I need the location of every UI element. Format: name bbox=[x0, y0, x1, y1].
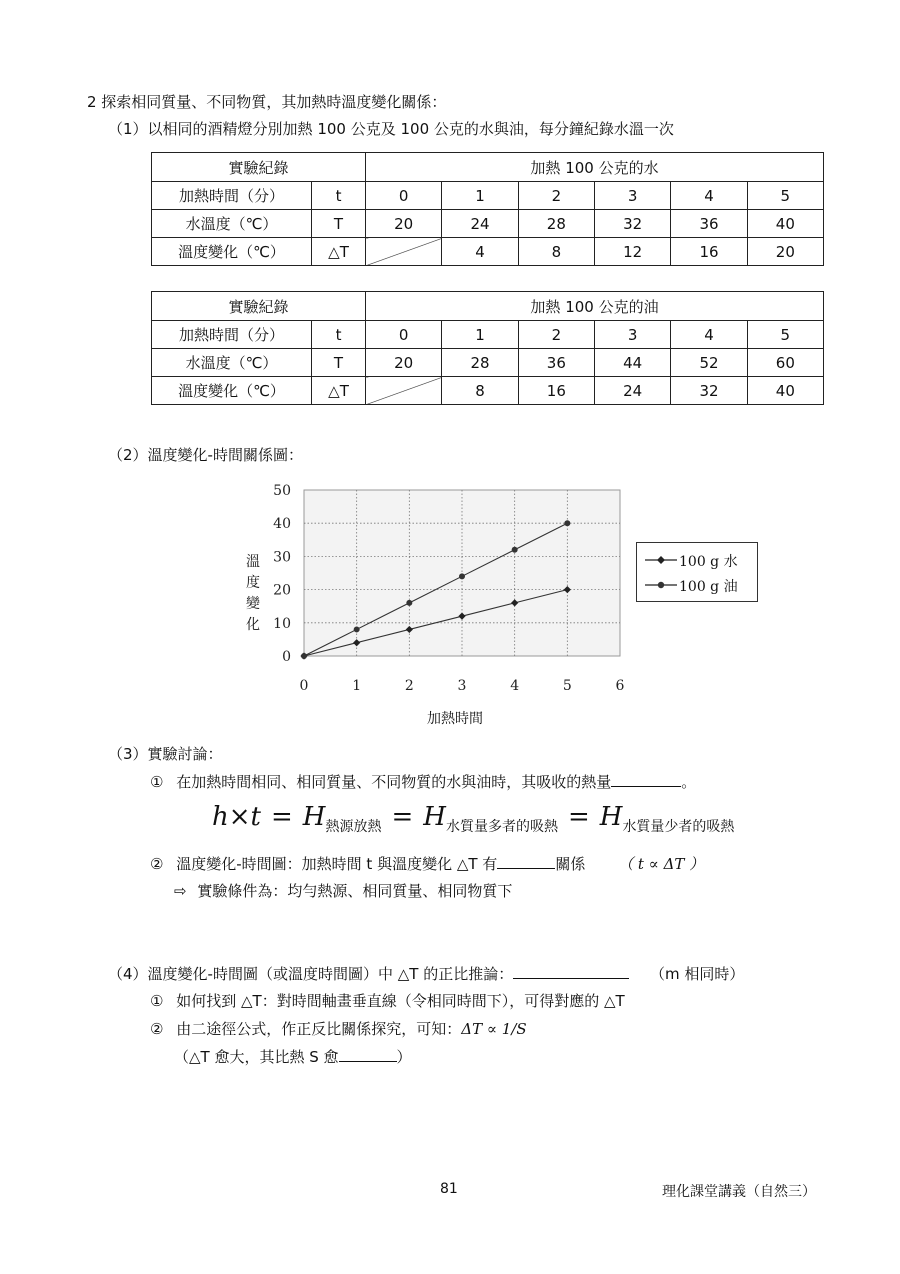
row-symbol: △T bbox=[312, 377, 366, 405]
item-end: ） bbox=[396, 1048, 412, 1066]
table-cell: 52 bbox=[671, 349, 747, 377]
data-point-oil bbox=[301, 653, 307, 659]
table-cell: 2 bbox=[518, 182, 594, 210]
proportional-note: （ t ∝ ΔT ） bbox=[618, 855, 705, 873]
row-label: 加熱時間（分） bbox=[152, 321, 312, 349]
row-label: 加熱時間（分） bbox=[152, 182, 312, 210]
x-tick-label: 6 bbox=[615, 678, 625, 694]
formula-eq: = bbox=[391, 802, 414, 832]
section-heading: 2 探索相同質量、不同物質，其加熱時溫度變化關係： bbox=[87, 93, 447, 111]
legend-entry-water: 100 g 水 bbox=[679, 554, 738, 570]
arrow-icon: ⇨ bbox=[174, 882, 187, 900]
row-symbol: T bbox=[312, 210, 366, 238]
x-tick-label: 4 bbox=[510, 678, 520, 694]
item-text: （△T 愈大，其比熱 S 愈 bbox=[174, 1048, 339, 1066]
table-cell: 44 bbox=[595, 349, 671, 377]
table-cell: 24 bbox=[595, 377, 671, 405]
formula-eq: = bbox=[567, 802, 590, 832]
formula-h: H bbox=[423, 802, 446, 832]
table-cell: 60 bbox=[747, 349, 823, 377]
table-cell: 5 bbox=[747, 321, 823, 349]
x-tick-label: 3 bbox=[457, 678, 467, 694]
item-text: 溫度變化-時間圖：加熱時間 t 與溫度變化 △T 有 bbox=[176, 855, 498, 873]
table-cell: 0 bbox=[366, 182, 442, 210]
table-cell: 36 bbox=[518, 349, 594, 377]
table-cell: 40 bbox=[747, 210, 823, 238]
table-cell: 40 bbox=[747, 377, 823, 405]
table-cell: 20 bbox=[366, 349, 442, 377]
table-cell: 16 bbox=[671, 238, 747, 266]
answer-blank[interactable] bbox=[339, 1061, 397, 1062]
heat-formula bbox=[212, 802, 734, 836]
data-point-oil bbox=[459, 573, 465, 579]
legend-circle-marker bbox=[658, 582, 664, 588]
table-cell: 24 bbox=[442, 210, 518, 238]
row-symbol: t bbox=[312, 182, 366, 210]
x-tick-label: 2 bbox=[404, 678, 414, 694]
table-cell: 1 bbox=[442, 182, 518, 210]
data-point-oil bbox=[564, 520, 570, 526]
record-label: 實驗紀錄 bbox=[152, 153, 366, 182]
inverse-formula: ΔT ∝ 1/S bbox=[461, 1020, 527, 1038]
table-cell: 32 bbox=[671, 377, 747, 405]
book-title: 理化課堂講義（自然三） bbox=[662, 1184, 816, 1200]
legend-entry-oil: 100 g 油 bbox=[679, 579, 738, 595]
row-label: 水溫度（℃） bbox=[152, 349, 312, 377]
y-tick-label: 30 bbox=[273, 549, 291, 566]
formula-h: H bbox=[599, 802, 623, 832]
x-tick-label: 1 bbox=[352, 678, 362, 694]
table-cell: 28 bbox=[442, 349, 518, 377]
item-number: ② bbox=[150, 1020, 164, 1038]
record-label: 實驗紀錄 bbox=[152, 292, 366, 321]
table-cell: 12 bbox=[595, 238, 671, 266]
step-4-label: （4）溫度變化-時間圖（或溫度時間圖）中 △T 的正比推論： bbox=[108, 965, 514, 983]
table-cell: 4 bbox=[671, 182, 747, 210]
table-cell: 0 bbox=[366, 321, 442, 349]
discussion-condition bbox=[174, 880, 512, 901]
data-point-oil bbox=[512, 547, 518, 553]
item-text: 在加熱時間相同、相同質量、不同物質的水與油時，其吸收的熱量 bbox=[176, 773, 612, 791]
chart-legend bbox=[636, 542, 758, 602]
data-point-oil bbox=[406, 600, 412, 606]
table-cell: 1 bbox=[442, 321, 518, 349]
table-cell: 5 bbox=[747, 182, 823, 210]
step-4-item-2 bbox=[150, 1018, 527, 1039]
item-end: 。 bbox=[681, 773, 697, 791]
data-point-oil bbox=[354, 626, 360, 632]
table-cell: 8 bbox=[518, 238, 594, 266]
item-text: 由二途徑公式，作正反比關係探究，可知： bbox=[176, 1020, 462, 1038]
table-title: 加熱 100 公克的水 bbox=[366, 153, 824, 182]
row-symbol: t bbox=[312, 321, 366, 349]
table-cell: 20 bbox=[366, 210, 442, 238]
table-cell: 20 bbox=[747, 238, 823, 266]
x-tick-label: 5 bbox=[562, 678, 572, 694]
step-3-text: （3）實驗討論： bbox=[108, 745, 223, 763]
step-4-item-3 bbox=[174, 1046, 412, 1067]
formula-lhs: h×t bbox=[212, 802, 261, 832]
y-tick-label: 20 bbox=[273, 582, 291, 599]
item-number: ② bbox=[150, 855, 164, 873]
table-cell: 3 bbox=[595, 182, 671, 210]
step-1-text: （1）以相同的酒精燈分別加熱 100 公克及 100 公克的水與油，每分鐘紀錄水溫一次 bbox=[108, 120, 674, 138]
table-cell: 2 bbox=[518, 321, 594, 349]
item-text: 如何找到 △T：對時間軸畫垂直線（令相同時間下），可得對應的 △T bbox=[176, 992, 625, 1010]
item-number: ① bbox=[150, 992, 164, 1010]
y-tick-label: 10 bbox=[273, 615, 291, 632]
item-end: 關係 bbox=[555, 855, 586, 873]
answer-blank[interactable] bbox=[513, 978, 629, 979]
discussion-item-1 bbox=[150, 771, 696, 792]
row-symbol: △T bbox=[312, 238, 366, 266]
table-cell: 28 bbox=[518, 210, 594, 238]
y-tick-label: 0 bbox=[282, 649, 291, 665]
table-cell: 4 bbox=[671, 321, 747, 349]
row-label: 溫度變化（℃） bbox=[152, 377, 312, 405]
table-cell: 8 bbox=[442, 377, 518, 405]
formula-sub: 水質量多者的吸熱 bbox=[445, 819, 558, 835]
formula-eq: = bbox=[270, 802, 293, 832]
table-cell: 3 bbox=[595, 321, 671, 349]
step-4-note: （m 相同時） bbox=[649, 965, 745, 983]
step-4-text bbox=[108, 963, 744, 984]
table-cell: 32 bbox=[595, 210, 671, 238]
page-number: 81 bbox=[440, 1181, 458, 1197]
row-symbol: T bbox=[312, 349, 366, 377]
formula-sub: 熱源放熱 bbox=[325, 819, 382, 835]
table-title: 加熱 100 公克的油 bbox=[366, 292, 824, 321]
table-cell: 16 bbox=[518, 377, 594, 405]
y-tick-label: 50 bbox=[273, 483, 291, 499]
y-axis-label: 溫度變化 bbox=[246, 554, 260, 633]
item-number: ① bbox=[150, 773, 164, 791]
table-cell: 36 bbox=[671, 210, 747, 238]
step-4-item-1 bbox=[150, 990, 625, 1011]
answer-blank[interactable] bbox=[497, 868, 555, 869]
formula-sub: 水質量少者的吸熱 bbox=[622, 819, 735, 835]
step-2-text: （2）溫度變化-時間關係圖： bbox=[108, 446, 303, 464]
legend-diamond-marker bbox=[657, 556, 665, 564]
formula-h: H bbox=[302, 802, 326, 832]
y-tick-label: 40 bbox=[273, 516, 291, 533]
x-axis-label: 加熱時間 bbox=[427, 711, 483, 727]
x-tick-label: 0 bbox=[299, 678, 309, 694]
answer-blank[interactable] bbox=[611, 786, 681, 787]
discussion-item-2 bbox=[150, 853, 704, 874]
row-label: 溫度變化（℃） bbox=[152, 238, 312, 266]
table-cell: 4 bbox=[442, 238, 518, 266]
row-label: 水溫度（℃） bbox=[152, 210, 312, 238]
condition-text: 實驗條件為：均勻熱源、相同質量、相同物質下 bbox=[197, 882, 513, 900]
